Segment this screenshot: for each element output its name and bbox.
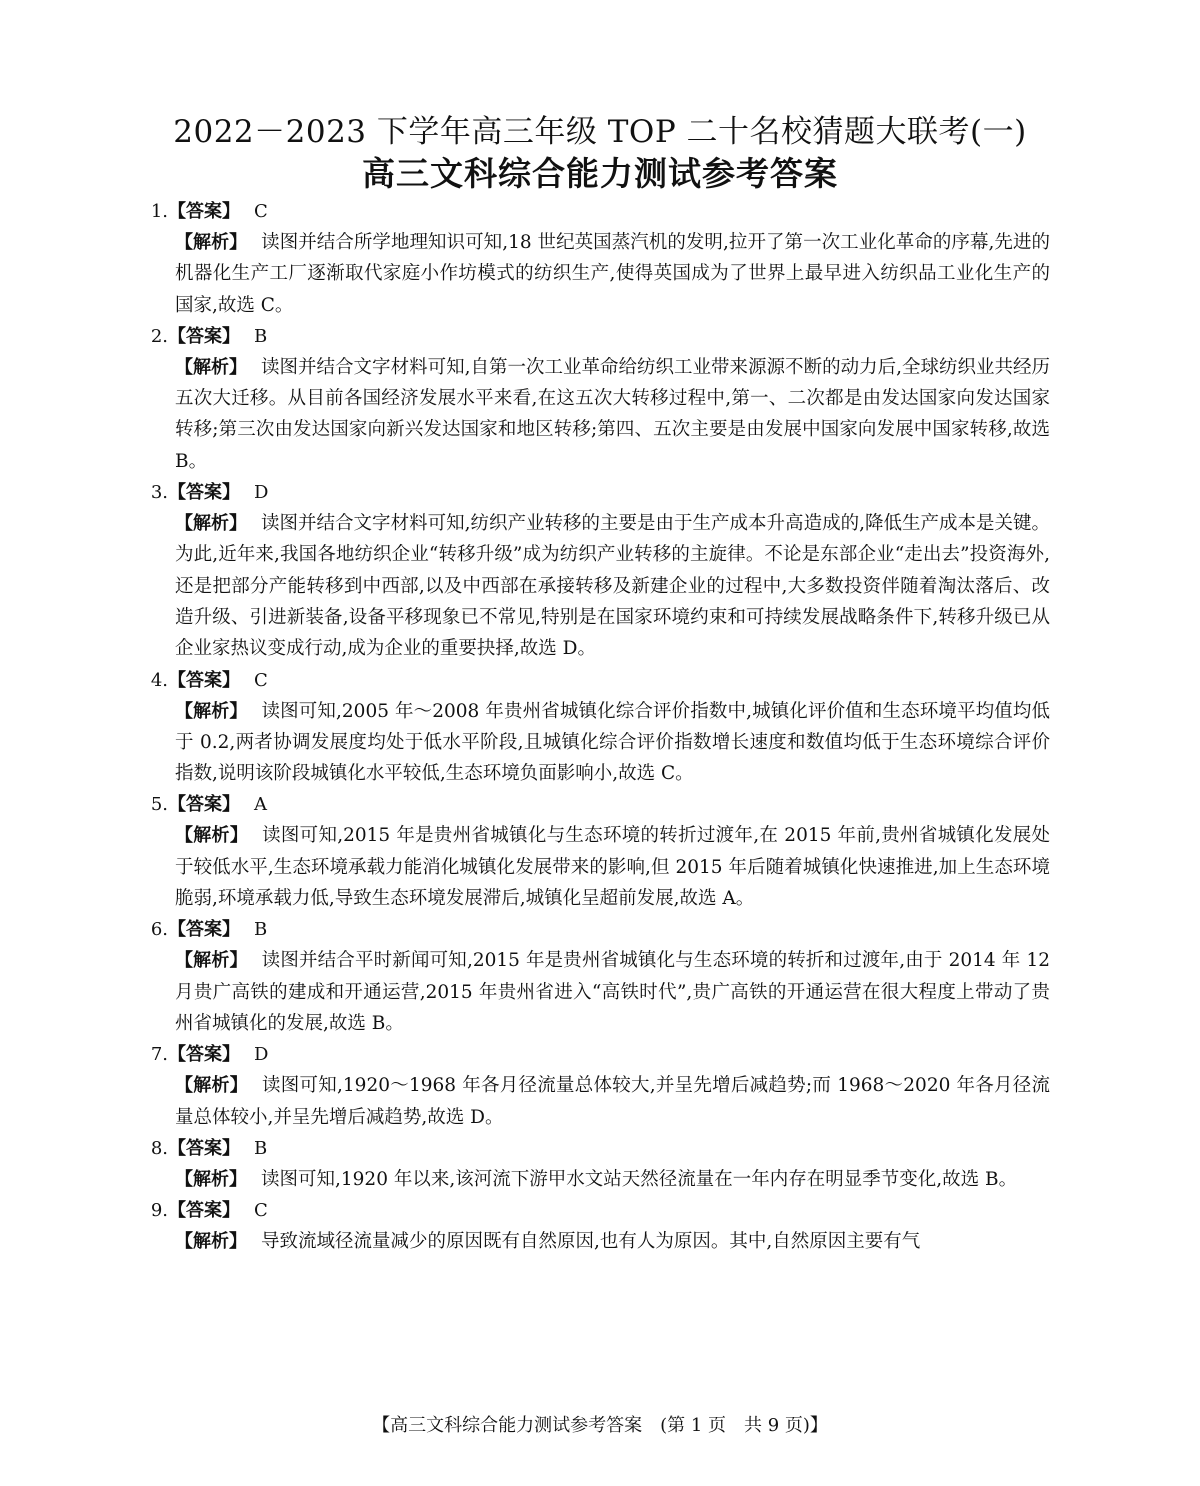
exam-title: 2022－2023 下学年高三年级 TOP 二十名校猜题大联考(一)	[173, 114, 1027, 150]
answer-label: 【答案】	[168, 201, 240, 222]
explanation	[175, 1070, 1050, 1133]
question-number: 2.	[150, 325, 168, 347]
explanation-text: 读图并结合文字材料可知,自第一次工业革命给纺织工业带来源源不断的动力后,全球纺织业共经历五次大迁移。从目前各国经济发展水平来看,在这五次大转移过程中,第一、二次都是由发达国家向发达国家转移;第三次由发达国家向新兴发达国家和地区转移;第四、五次主要是由发展中国家向发展中国家转移,故选 B。	[175, 356, 1051, 472]
explanation-label: 【解析】	[175, 700, 248, 722]
answer-label: 【答案】	[168, 669, 240, 691]
answer-value: C	[254, 201, 268, 222]
answer-value: D	[254, 482, 269, 504]
question-list	[150, 196, 1050, 1257]
answer-key-title: 高三文科综合能力测试参考答案	[362, 154, 838, 193]
answer-line	[150, 1133, 1050, 1164]
answer-label: 【答案】	[168, 1137, 240, 1159]
explanation	[175, 696, 1050, 790]
answer-line	[150, 914, 1050, 945]
question-item	[150, 789, 1050, 914]
explanation-label: 【解析】	[175, 1168, 247, 1190]
explanation	[175, 1226, 1050, 1257]
explanation	[175, 227, 1050, 321]
explanation-text: 读图并结合平时新闻可知,2015 年是贵州省城镇化与生态环境的转折和过渡年,由于 2014 年 12 月贵广高铁的建成和开通运营,2015 年贵州省进入“高铁时代”,贵广高铁的开通运营在很大程度上带动了贵州省城镇化的发展,故选 B。	[175, 950, 1050, 1034]
question-item	[150, 1133, 1050, 1195]
answer-label: 【答案】	[168, 1200, 240, 1222]
answer-line	[150, 321, 1050, 352]
question-number: 4.	[150, 669, 168, 691]
explanation-label: 【解析】	[175, 825, 249, 847]
answer-value: B	[254, 919, 268, 941]
question-item	[150, 1039, 1050, 1133]
answer-value: A	[254, 794, 267, 816]
question-number: 9.	[150, 1200, 168, 1222]
question-number: 8.	[150, 1137, 168, 1159]
answer-value: C	[254, 1200, 268, 1222]
answer-value: C	[254, 669, 268, 691]
explanation	[175, 352, 1050, 477]
answer-line	[150, 789, 1050, 820]
question-item	[150, 321, 1050, 477]
answer-line	[150, 477, 1050, 508]
answer-label: 【答案】	[168, 1044, 240, 1066]
explanation-text: 读图可知,1920 年以来,该河流下游甲水文站天然径流量在一年内存在明显季节变化,故选 B。	[261, 1168, 1018, 1190]
question-item	[150, 665, 1050, 790]
answer-label: 【答案】	[168, 794, 240, 816]
explanation	[175, 508, 1050, 664]
explanation	[175, 820, 1050, 914]
explanation-text: 读图并结合所学地理知识可知,18 世纪英国蒸汽机的发明,拉开了第一次工业化革命的序幕,先进的机器化生产工厂逐渐取代家庭小作坊模式的纺织生产,使得英国成为了世界上最早进入纺织品工业化生产的国家,故选 C。	[175, 232, 1050, 316]
question-item	[150, 1195, 1050, 1257]
question-number: 5.	[150, 794, 168, 816]
question-item	[150, 914, 1050, 1039]
explanation-label: 【解析】	[175, 513, 248, 535]
question-number: 1.	[150, 201, 168, 222]
question-number: 6.	[150, 919, 168, 941]
answer-label: 【答案】	[168, 325, 240, 347]
answer-line	[150, 196, 1050, 227]
answer-value: D	[254, 1044, 269, 1066]
answer-line	[150, 1195, 1050, 1226]
explanation-label: 【解析】	[175, 1231, 247, 1253]
explanation-label: 【解析】	[175, 356, 248, 378]
answer-label: 【答案】	[168, 919, 240, 941]
explanation-label: 【解析】	[175, 1075, 249, 1097]
answer-value: B	[254, 325, 268, 347]
explanation	[175, 945, 1050, 1039]
question-number: 3.	[150, 482, 168, 504]
question-number: 7.	[150, 1044, 168, 1066]
answer-line	[150, 665, 1050, 696]
explanation-text: 读图可知,2005 年～2008 年贵州省城镇化综合评价指数中,城镇化评价值和生态环境平均值均低于 0.2,两者协调发展度均处于低水平阶段,且城镇化综合评价指数增长速度和数值均低于生态环境综合评价指数,说明该阶段城镇化水平较低,生态环境负面影响小,故选 C。	[175, 700, 1050, 785]
explanation	[175, 1164, 1050, 1195]
answer-label: 【答案】	[168, 482, 240, 504]
page-footer: 【高三文科综合能力测试参考答案 (第 1 页 共 9 页)】	[372, 1415, 828, 1436]
question-item	[150, 477, 1050, 664]
explanation-text: 读图可知,2015 年是贵州省城镇化与生态环境的转折过渡年,在 2015 年前,贵州省城镇化发展处于较低水平,生态环境承载力能消化城镇化发展带来的影响,但 2015 年后随着城镇化快速推进,加上生态环境脆弱,环境承载力低,导致生态环境发展滞后,城镇化呈超前发展,故选 A。	[175, 825, 1051, 910]
explanation-text: 读图可知,1920～1968 年各月径流量总体较大,并呈先增后减趋势;而 1968～2020 年各月径流量总体较小,并呈先增后减趋势,故选 D。	[175, 1075, 1051, 1128]
answer-value: B	[254, 1137, 268, 1159]
explanation-label: 【解析】	[175, 232, 248, 253]
question-item	[150, 196, 1050, 321]
explanation-text: 导致流域径流量减少的原因既有自然原因,也有人为原因。其中,自然原因主要有气	[261, 1231, 921, 1253]
explanation-text: 读图并结合文字材料可知,纺织产业转移的主要是由于生产成本升高造成的,降低生产成本是关键。为此,近年来,我国各地纺织企业“转移升级”成为纺织产业转移的主旋律。不论是东部企业“走出去”投资海外,还是把部分产能转移到中西部,以及中西部在承接转移及新建企业的过程中,大多数投资伴随着淘汰落后、改造升级、引进新装备,设备平移现象已不常见,特别是在国家环境约束和可持续发展战略条件下,转移升级已从企业家热议变成行动,成为企业的重要抉择,故选 D。	[175, 513, 1051, 660]
answer-line	[150, 1039, 1050, 1070]
explanation-label: 【解析】	[175, 950, 248, 972]
